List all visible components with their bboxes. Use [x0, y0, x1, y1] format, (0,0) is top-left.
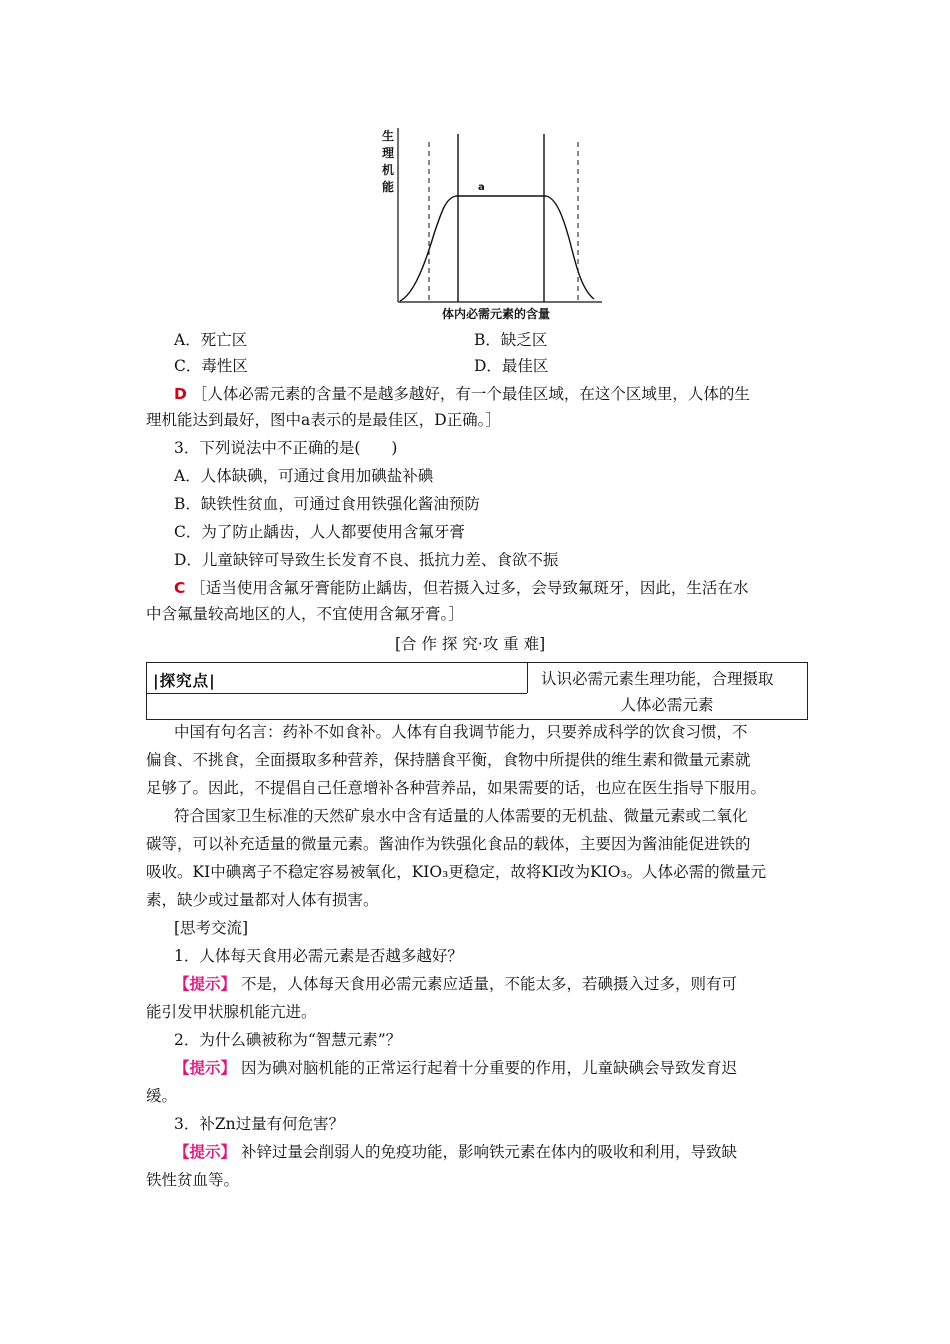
- discussion-answer-1-line-2: 能引发甲状腺机能亢进。: [146, 1003, 317, 1021]
- q3-option-d: D．儿童缺锌可导致生长发育不良、抵抗力差、食欲不振: [174, 551, 559, 569]
- inquiry-point-title-cell: [147, 663, 527, 694]
- y-axis-label-char-4: 能: [382, 180, 395, 194]
- inquiry-point-topic-line-1: 认识必需元素生理功能，合理摄取: [541, 670, 774, 688]
- inquiry-point-topic-line-2: 人体必需元素: [620, 696, 714, 714]
- y-axis-label-char-2: 理: [382, 146, 395, 160]
- inquiry-point-topic-cell: [527, 663, 807, 719]
- discussion-answer-3-line-2: 铁性贫血等。: [146, 1171, 240, 1189]
- x-axis-label: 体内必需元素的含量: [441, 307, 551, 321]
- inquiry-point-title: |探究点|: [153, 672, 216, 690]
- hint-label-3: 【提示】: [174, 1142, 237, 1161]
- discussion-answer-2-line-1: [174, 1058, 737, 1078]
- discussion-answer-1-line-1: [174, 974, 737, 994]
- inquiry-point-box: [146, 662, 808, 720]
- q2-explanation-text-1: ［人体必需元素的含量不是越多越好，有一个最佳区域，在这个区域里，人体的生: [191, 385, 750, 403]
- q2-option-c: C．毒性区: [174, 357, 248, 375]
- q2-explanation-line-1: [174, 384, 750, 404]
- y-axis-label-char-1: 生: [382, 129, 395, 143]
- hint-label-1: 【提示】: [174, 974, 237, 993]
- q3-stem: 3．下列说法中不正确的是( ): [174, 439, 398, 457]
- discussion-answer-2-line-2: 缓。: [146, 1087, 178, 1105]
- discussion-question-2: 2．为什么碘被称为“智慧元素”？: [174, 1031, 402, 1049]
- section-banner: [合 作 探 究·攻 重 难]: [395, 635, 546, 653]
- q3-explanation-text-1: ［适当使用含氟牙膏能防止龋齿，但若摄入过多，会导致氟斑牙，因此，生活在水: [190, 579, 749, 597]
- hint-text-2: 因为碘对脑机能的正常运行起着十分重要的作用，儿童缺碘会导致发育迟: [240, 1059, 737, 1077]
- hint-label-2: 【提示】: [174, 1058, 237, 1077]
- q3-answer: C: [174, 579, 186, 597]
- q2-answer: D: [174, 385, 187, 403]
- para1-line-1: 中国有句名言：药补不如食补。人体有自我调节能力，只要养成科学的饮食习惯，不: [174, 723, 748, 741]
- para2-line-2: 碳等，可以补充适量的微量元素。酱油作为铁强化食品的载体，主要因为酱油能促进铁的: [146, 835, 751, 853]
- discussion-answer-3-line-1: [174, 1142, 737, 1162]
- q3-explanation-line-1: [174, 578, 748, 598]
- para1-line-3: 足够了。因此，不提倡自己任意增补各种营养品，如果需要的话，也应在医生指导下服用。: [146, 779, 767, 797]
- discussion-question-3: 3．补Zn过量有何危害？: [174, 1115, 345, 1133]
- discussion-heading: [思考交流]: [174, 919, 249, 937]
- para1-line-2: 偏食、不挑食，全面摄取多种营养，保持膳食平衡，食物中所提供的维生素和微量元素就: [146, 751, 751, 769]
- q2-option-d: D．最佳区: [474, 357, 549, 375]
- hint-text-1: 不是，人体每天食用必需元素应适量，不能太多，若碘摄入过多，则有可: [240, 975, 737, 993]
- physiology-curve: [400, 196, 594, 301]
- para2-line-4: 素，缺少或过量都对人体有损害。: [146, 891, 379, 909]
- q3-option-b: B．缺铁性贫血，可通过食用铁强化酱油预防: [174, 495, 480, 513]
- q3-option-a: A．人体缺碘，可通过食用加碘盐补碘: [174, 467, 434, 485]
- hint-text-3: 补锌过量会削弱人的免疫功能，影响铁元素在体内的吸收和利用，导致缺: [240, 1143, 737, 1161]
- q2-option-b: B．缺乏区: [474, 331, 548, 349]
- para2-line-3: 吸收。KI中碘离子不稳定容易被氧化，KIO₃更稳定，故将KI改为KIO₃。人体必需的微量元: [146, 863, 767, 881]
- q3-explanation-line-2: 中含氟量较高地区的人，不宜使用含氟牙膏。］: [146, 605, 464, 623]
- physiology-curve-figure: [370, 124, 610, 324]
- y-axis-label-char-3: 机: [382, 163, 395, 177]
- q2-explanation-line-2: 理机能达到最好，图中a表示的是最佳区，D正确。］: [146, 411, 501, 429]
- optimal-region-label: a: [478, 182, 485, 193]
- q2-option-a: A．死亡区: [174, 331, 248, 349]
- para2-line-1: 符合国家卫生标准的天然矿泉水中含有适量的人体需要的无机盐、微量元素或二氧化: [174, 807, 748, 825]
- discussion-question-1: 1．人体每天食用必需元素是否越多越好？: [174, 947, 463, 965]
- q3-option-c: C．为了防止龋齿，人人都要使用含氟牙膏: [174, 523, 465, 541]
